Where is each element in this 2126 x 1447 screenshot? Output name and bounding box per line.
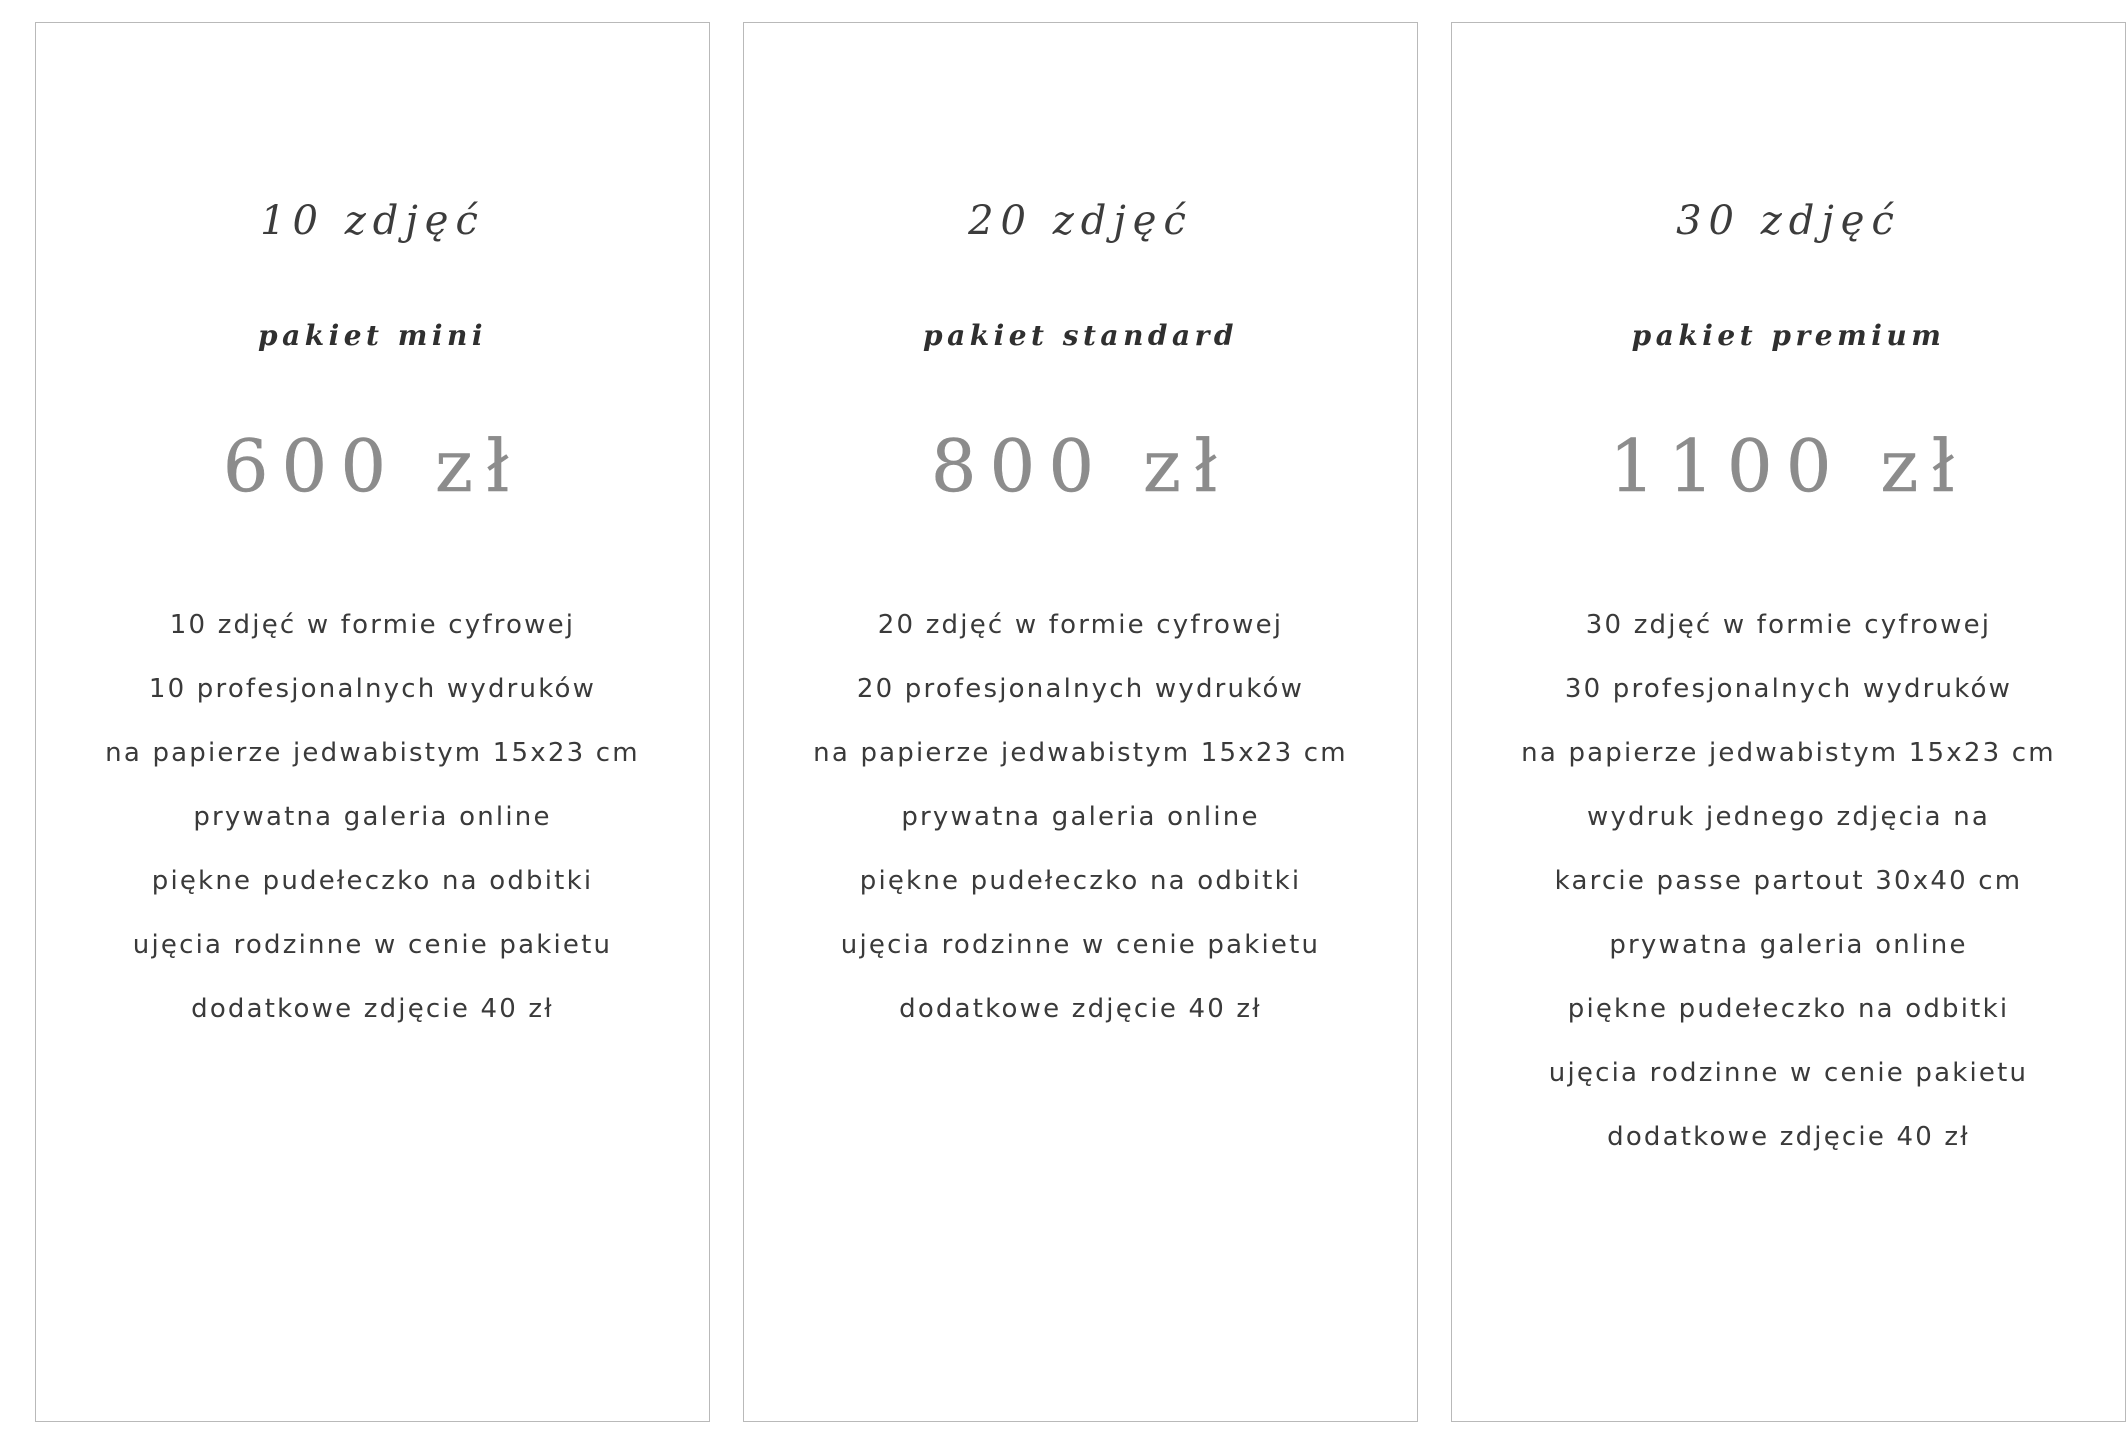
feature-item: 20 profesjonalnych wydruków xyxy=(856,674,1305,704)
pricing-card-standard xyxy=(743,22,1418,1422)
package-price: 1100 zł xyxy=(1609,424,1968,508)
feature-item: dodatkowe zdjęcie 40 zł xyxy=(191,994,554,1024)
package-price: 600 zł xyxy=(222,424,523,508)
package-price: 800 zł xyxy=(930,424,1231,508)
feature-item: 30 zdjęć w formie cyfrowej xyxy=(1585,610,1992,640)
feature-item: ujęcia rodzinne w cenie pakietu xyxy=(132,930,613,960)
feature-item: prywatna galeria online xyxy=(193,802,552,832)
feature-item: 10 zdjęć w formie cyfrowej xyxy=(169,610,576,640)
feature-item: wydruk jednego zdjęcia na xyxy=(1586,802,1991,832)
feature-item: piękne pudełeczko na odbitki xyxy=(1567,994,2010,1024)
feature-item: ujęcia rodzinne w cenie pakietu xyxy=(840,930,1321,960)
feature-item: 10 profesjonalnych wydruków xyxy=(148,674,597,704)
feature-item: na papierze jedwabistym 15x23 cm xyxy=(813,738,1348,768)
feature-item: piękne pudełeczko na odbitki xyxy=(151,866,594,896)
feature-list xyxy=(744,612,1417,1022)
package-subtitle: pakiet premium xyxy=(1631,319,1946,352)
pricing-card-mini xyxy=(35,22,710,1422)
feature-list xyxy=(36,612,709,1022)
package-subtitle: pakiet mini xyxy=(257,319,487,352)
feature-item: na papierze jedwabistym 15x23 cm xyxy=(105,738,640,768)
feature-item: 20 zdjęć w formie cyfrowej xyxy=(877,610,1284,640)
feature-item: ujęcia rodzinne w cenie pakietu xyxy=(1548,1058,2029,1088)
feature-item: prywatna galeria online xyxy=(1609,930,1968,960)
feature-item: dodatkowe zdjęcie 40 zł xyxy=(1607,1122,1970,1152)
feature-item: prywatna galeria online xyxy=(901,802,1260,832)
feature-item: 30 profesjonalnych wydruków xyxy=(1564,674,2013,704)
feature-item: karcie passe partout 30x40 cm xyxy=(1554,866,2023,896)
package-title: 20 zdjęć xyxy=(968,198,1193,244)
feature-list xyxy=(1452,612,2125,1150)
package-subtitle: pakiet standard xyxy=(922,319,1238,352)
pricing-card-premium xyxy=(1451,22,2126,1422)
feature-item: na papierze jedwabistym 15x23 cm xyxy=(1521,738,2056,768)
feature-item: dodatkowe zdjęcie 40 zł xyxy=(899,994,1262,1024)
package-title: 10 zdjęć xyxy=(260,198,485,244)
package-title: 30 zdjęć xyxy=(1676,198,1901,244)
feature-item: piękne pudełeczko na odbitki xyxy=(859,866,1302,896)
